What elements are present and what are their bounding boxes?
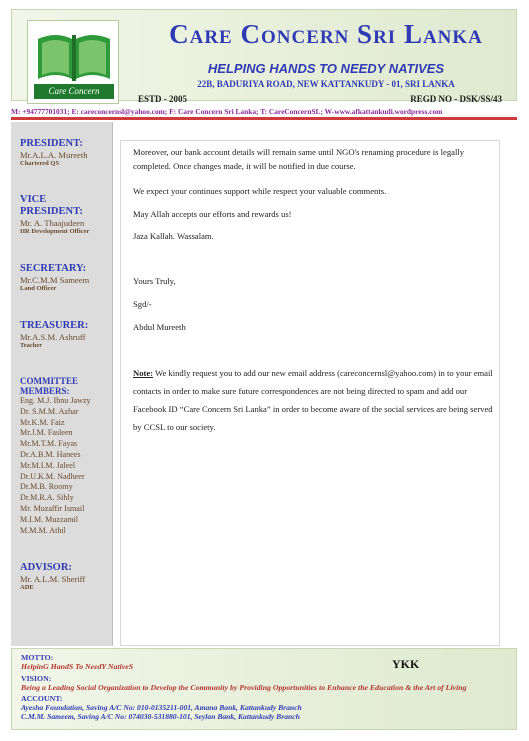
committee-member: Mr.M.I.M. Jaleel <box>20 460 76 470</box>
account-title: ACCOUNT: <box>21 694 63 703</box>
treasurer-name: Mr.A.S.M. Ashruff <box>20 332 86 342</box>
vision-title: VISION: <box>21 674 52 683</box>
advisor-block <box>20 562 85 592</box>
vision-text: Being a Leading Social Organization to Develop the Community by Providing Opportunities to Enhance the Education & the Art of Living <box>21 683 467 692</box>
president-name: Mr.A.L.A. Mureeth <box>20 150 88 160</box>
committee-member: Dr. S.M.M. Azhar <box>20 406 79 416</box>
committee-member: Mr.M.T.M. Fayas <box>20 439 78 449</box>
letter-closing: Yours Truly, <box>133 276 176 286</box>
secretary-name: Mr.C.M.M Sameem <box>20 275 90 285</box>
letter-signature-mark: Sgd/- <box>133 299 152 309</box>
advisor-title: ADVISOR: <box>20 562 72 573</box>
vice-president-title-1: VICE <box>20 194 47 205</box>
committee-member: Dr.U.K.M. Nadheer <box>20 471 85 481</box>
secretary-block <box>20 263 89 293</box>
letter-note <box>133 364 499 436</box>
advisor-name: Mr. A.L.M. Sheriff <box>20 574 86 584</box>
organization-logo <box>27 20 119 104</box>
motto-text: HelpinG HandS To NeedY NativeS <box>21 662 134 671</box>
president-role: Chartered QS <box>20 160 60 167</box>
letter-paragraph-greeting: Jaza Kallah. Wassalam. <box>133 231 214 241</box>
ykk-mark: YKK <box>392 657 420 671</box>
organization-address: 22B, BADURIYA ROAD, NEW KATTANKUDY - 01, SRI LANKA <box>197 79 455 89</box>
committee-member: Dr.M.B. Roomy <box>20 482 73 492</box>
note-text: We kindly request you to add our new email address (careconcernsl@yahoo.com) in to your email contacts in order to make sure future correspondences are not being directed to spam and add our Facebook ID “Care Concern Sri Lanka” in order to become aware of the social services are being served by CCSL to our society. <box>133 368 493 432</box>
established-year: ESTD - 2005 <box>138 94 188 104</box>
committee-title-2: MEMBERS: <box>20 386 70 396</box>
committee-block <box>20 376 91 536</box>
open-book-icon <box>32 25 116 87</box>
vice-president-title-2: PRESIDENT: <box>20 206 83 217</box>
header-divider <box>11 117 517 120</box>
vice-president-name: Mr. A. Thaajudeen <box>20 218 85 228</box>
committee-member: M.M.M. Athil <box>20 525 66 535</box>
committee-member: Dr.M.R.A. Sihly <box>20 493 74 503</box>
president-block <box>20 138 88 168</box>
note-label: Note: <box>133 368 154 378</box>
advisor-role: ADE <box>20 584 34 591</box>
vice-president-block <box>20 194 89 236</box>
secretary-role: Land Officer <box>20 285 57 292</box>
motto-title: MOTTO: <box>21 653 54 662</box>
letter-paragraph-prayer: May Allah accepts our efforts and rewards us! <box>133 209 292 219</box>
treasurer-block <box>20 320 88 350</box>
president-title: PRESIDENT: <box>20 138 83 149</box>
letterhead-header <box>11 9 517 104</box>
logo-caption: Care Concern <box>34 84 114 99</box>
committee-member: Dr.A.B.M. Hanees <box>20 449 81 459</box>
committee-member: Eng. M.J. Ibnu Jawzy <box>20 396 91 405</box>
contact-line: M: +94777701031; E: careconcernsl@yahoo.com; F: Care Concern Sri Lanka; T: CareConcernSL; W-www.afkattankudi.wordpress.com <box>11 107 443 116</box>
organization-tagline: HELPING HANDS TO NEEDY NATIVES <box>207 61 445 76</box>
treasurer-title: TREASURER: <box>20 320 89 331</box>
letter-paragraph-bank: Moreover, our bank account details will remain same until NGO's renaming procedure is legally completed. Once changes made, it will be notified in due course. <box>133 147 465 171</box>
letter-signatory: Abdul Mureeth <box>133 322 186 332</box>
organization-name: Care Concern Sri Lanka <box>169 19 483 49</box>
officials-sidebar <box>11 122 113 646</box>
committee-member: Mr.J.M. Fasleen <box>20 428 73 438</box>
committee-title-1: COMMITTEE <box>20 376 79 386</box>
committee-members-list <box>20 396 91 536</box>
secretary-title: SECRETARY: <box>20 263 87 274</box>
registration-number: REGD NO - DSK/SS/43 <box>410 94 502 104</box>
vice-president-role: HR Development Officer <box>20 228 90 235</box>
committee-member: Mr. Muzaffir Ismail <box>20 503 85 513</box>
account-line-2: C.M.M. Sameem, Saving A/C No: 074030-531880-101, Seylan Bank, Kattankudy Branch <box>21 712 300 721</box>
letter-paragraph-support: We expect your continues support while respect your valuable comments. <box>133 186 387 196</box>
treasurer-role: Teacher <box>20 342 43 349</box>
letterhead-footer <box>11 648 517 730</box>
account-line-1: Ayesha Foundation, Saving A/C No: 010-0135211-001, Amana Bank, Kattankudy Branch <box>21 703 302 712</box>
committee-member: Mr.K.M. Faiz <box>20 417 65 427</box>
committee-member: M.I.M. Muzzamil <box>20 514 78 524</box>
